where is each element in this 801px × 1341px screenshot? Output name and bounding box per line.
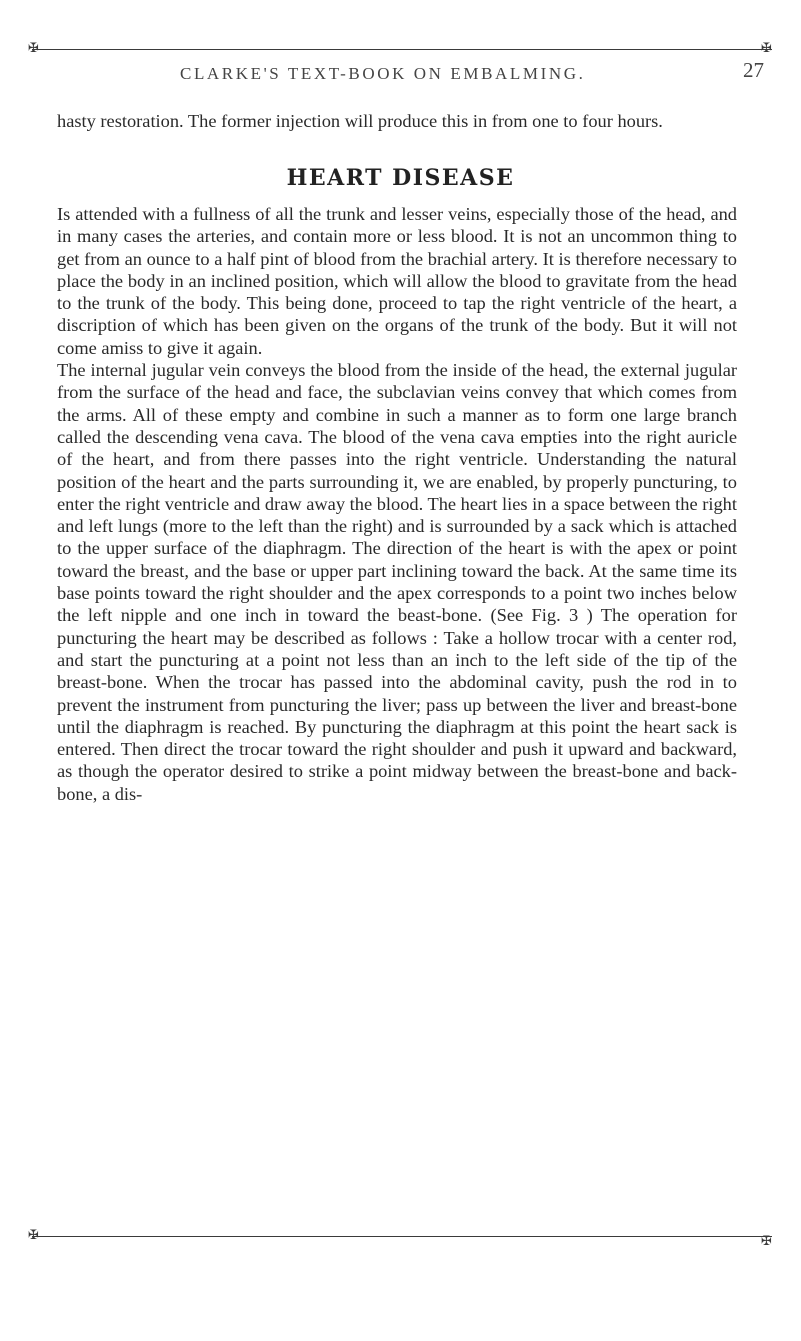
- page-number: 27: [743, 58, 764, 82]
- cross-ornament-icon: ✠: [761, 41, 772, 56]
- cross-ornament-icon: ✠: [761, 1234, 772, 1249]
- body-paragraph: Is attended with a fullness of all the trunk and lesser veins, especially those of the head, and in many cases the arteries, and contain more or less blood. It is not an uncommon thing to get from an ounce to a half pint of blood from the brachial artery. It is therefore necessary to place the body in an inclined position, which will allow the blood to gravitate from the head to the trunk of the body. This being done, proceed to tap the right ventricle of the heart, a discription of which has been given on the organs of the trunk of the body. But it will not come amiss to give it again.: [57, 204, 737, 358]
- section-heading: HEART DISEASE: [286, 165, 515, 191]
- intro-paragraph: [57, 110, 737, 132]
- cross-ornament-icon: ✠: [28, 1228, 39, 1243]
- cross-ornament-icon: ✠: [28, 41, 39, 56]
- header-rule: [32, 49, 772, 50]
- intro-text: hasty restoration. The former injection will produce this in from one to four hours.: [57, 111, 663, 131]
- section-body: [57, 203, 737, 805]
- running-head: CLARKE'S TEXT-BOOK ON EMBALMING.: [180, 64, 586, 83]
- footer-rule: [32, 1236, 772, 1237]
- body-paragraph: The internal jugular vein conveys the blood from the inside of the head, the external jugular from the surface of the head and face, the subclavian veins convey that which comes from the arms. All of these empty and combine in such a manner as to form one large branch called the descending vena cava. The blood of the vena cava empties into the right auricle of the heart, and from there passes into the right ventricle. Understanding the natural position of the heart and the parts surrounding it, we are enabled, by properly puncturing, to enter the right ventricle and draw away the blood. The heart lies in a space between the right and left lungs (more to the left than the right) and is surrounded by a sack which is attached to the upper surface of the diaphragm. The direction of the heart is with the apex or point toward the breast, and the base or upper part inclining toward the back. At the same time its base points toward the right shoulder and the apex corresponds to a point two inches below the left nipple and one inch in toward the beast-bone. (See Fig. 3 ) The operation for puncturing the heart may be described as follows : Take a hollow trocar with a center rod, and start the puncturing at a point not less than an inch to the left side of the tip of the breast-bone. When the trocar has passed into the abdominal cavity, push the rod in to prevent the instrument from puncturing the liver; pass up between the liver and breast-bone until the diaphragm is reached. By puncturing the diaphragm at this point the heart sack is entered. Then direct the trocar toward the right shoulder and push it upward and backward, as though the operator desired to strike a point midway between the breast-bone and back-bone, a dis-: [57, 360, 737, 804]
